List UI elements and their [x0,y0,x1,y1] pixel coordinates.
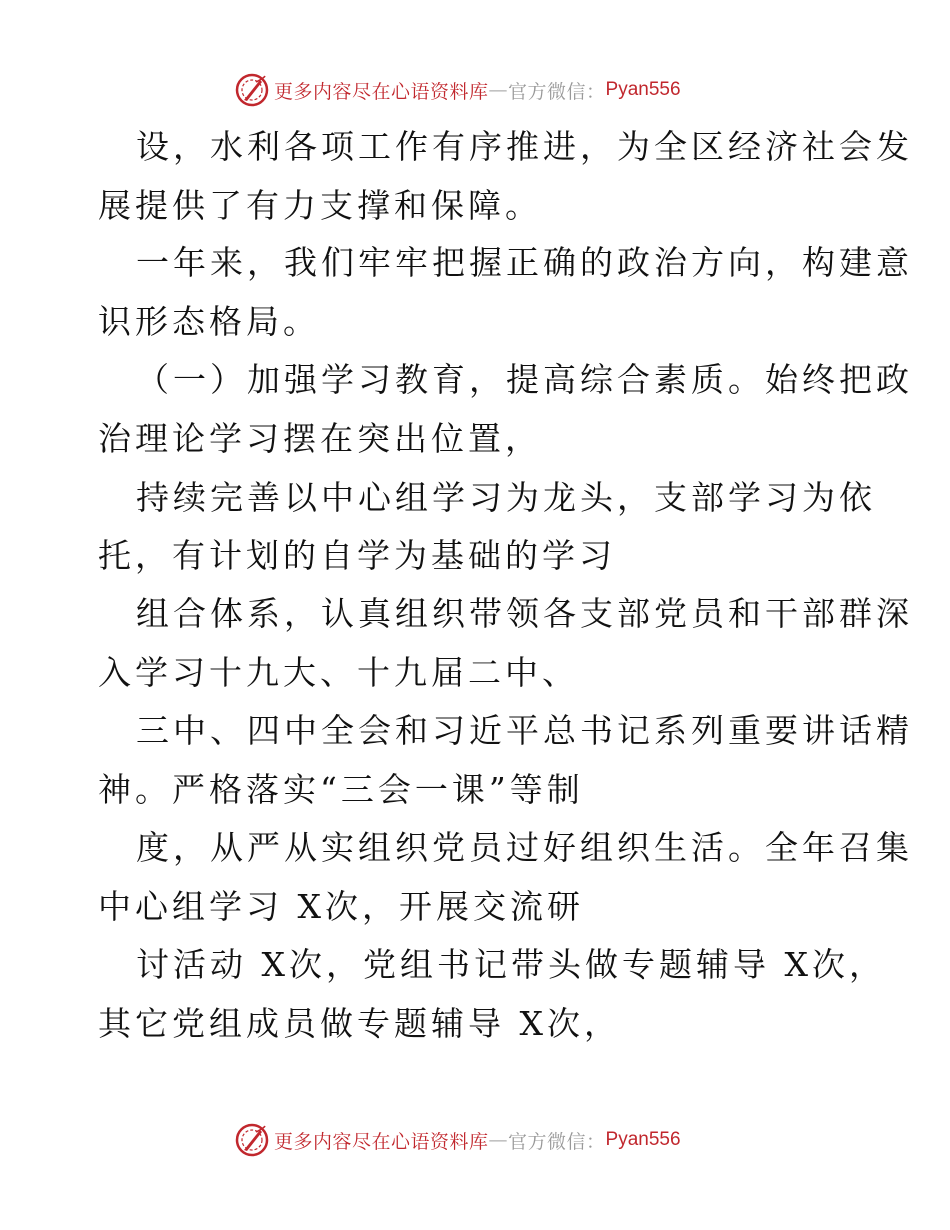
text-line: 神。严格落实“三会一课”等制 [98,770,584,809]
text-line: 一年来，我们牢牢把握正确的政治方向，构建意 [136,243,913,282]
text-line: （一）加强学习教育，提高综合素质。始终把政 [136,360,913,399]
text-line: 设，水利各项工作有序推进，为全区经济社会发 [136,127,913,166]
text-line: 治理论学习摆在突出位置， [98,419,542,458]
text-line: 托，有计划的自学为基础的学习 [98,536,616,575]
text-line: 其它党组成员做专题辅导 X次， [98,1004,621,1043]
text-line: 识形态格局。 [98,302,320,341]
text-line: 入学习十九大、十九届二中、 [98,653,579,692]
watermark-wechat-id: Pyan556 [605,1129,681,1150]
text-line: 中心组学习 X次，开展交流研 [98,887,584,926]
watermark-wechat-id: Pyan556 [605,79,681,100]
watermark-wechat-label: 官方微信： [508,1130,606,1153]
watermark-text: 更多内容尽在心语资料库 [274,1130,489,1153]
text-line: 展提供了有力支撑和保障。 [98,186,542,225]
watermark-separator: — [488,1129,509,1151]
quill-logo-icon [234,1122,270,1158]
text-line: 三中、四中全会和习近平总书记系列重要讲话精 [136,711,913,750]
watermark-wechat-label: 官方微信： [508,80,606,103]
text-line: 讨活动 X次，党组书记带头做专题辅导 X次， [136,945,886,984]
text-line: 持续完善以中心组学习为龙头，支部学习为依 [136,478,876,517]
watermark-separator: — [488,79,509,101]
text-line: 组合体系，认真组织带领各支部党员和干部群深 [136,594,913,633]
text-line: 度，从严从实组织党员过好组织生活。全年召集 [136,828,913,867]
watermark-banner-bottom [234,1122,681,1158]
watermark-text: 更多内容尽在心语资料库 [274,80,489,103]
